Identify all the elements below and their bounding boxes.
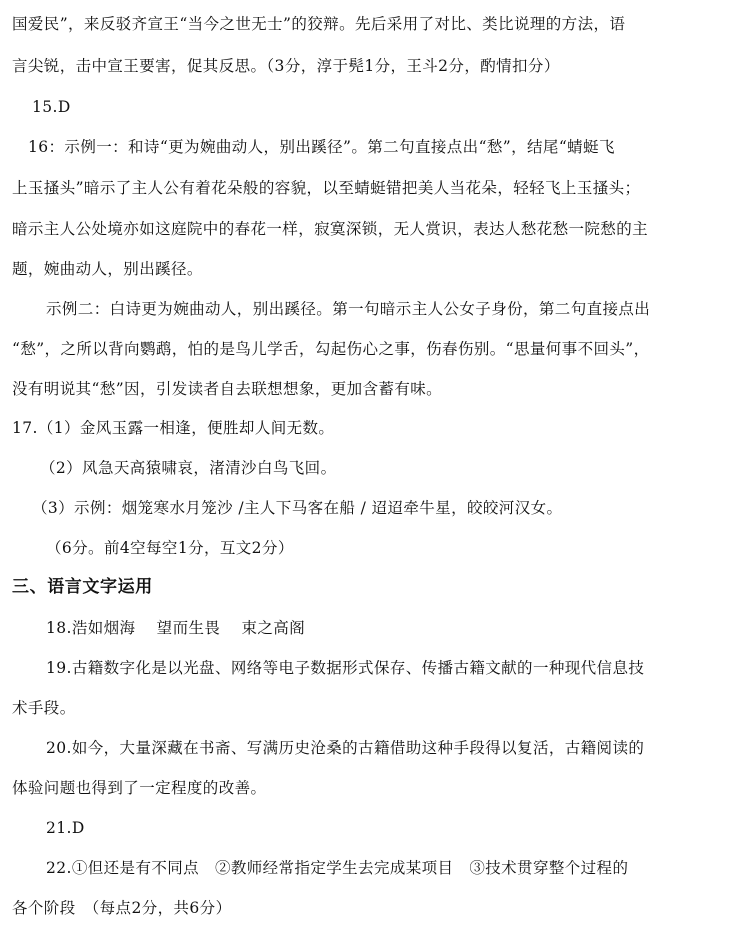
answer-20-cont: 体验问题也得到了一定程度的改善。 [12, 779, 267, 797]
text-line-7: 题，婉曲动人，别出蹊径。 [12, 260, 203, 278]
answer-18: 18.浩如烟海 望而生畏 束之高阁 [46, 619, 306, 637]
answer-17-1: 17.（1）金风玉露一相逢，便胜却人间无数。 [12, 419, 335, 437]
text-line-9: “愁”，之所以背向鹦鹉，怕的是鸟儿学舌，勾起伤心之事，伤春伤别。“思量何事不回头”， [12, 340, 650, 358]
answer-20: 20.如今，大量深藏在书斋、写满历史沧桑的古籍借助这种手段得以复活，古籍阅读的 [46, 739, 645, 757]
scoring-note: （6分。前4空每空1分，互文2分） [46, 539, 294, 557]
text-line-2: 言尖锐，击中宣王要害，促其反思。（3分，淳于髡1分，王斗2分，酌情扣分） [12, 57, 560, 75]
text-line-10: 没有明说其“愁”因，引发读者自去联想想象，更加含蓄有味。 [12, 380, 443, 398]
answer-19: 19.古籍数字化是以光盘、网络等电子数据形式保存、传播古籍文献的一种现代信息技 [46, 659, 645, 677]
section-heading: 三、语言文字运用 [12, 577, 153, 597]
answer-22-cont: 各个阶段 （每点2分，共6分） [12, 899, 232, 917]
answer-17-2: （2）风急天高猿啸哀，渚清沙白鸟飞回。 [40, 459, 337, 477]
answer-17-3: （3）示例：烟笼寒水月笼沙 /主人下马客在船 / 迢迢牵牛星，皎皎河汉女。 [32, 499, 563, 517]
text-line-5: 上玉搔头”暗示了主人公有着花朵般的容貌，以至蜻蜓错把美人当花朵，轻轻飞上玉搔头； [12, 179, 641, 197]
answer-15: 15.D [32, 98, 71, 116]
text-line-8: 示例二：白诗更为婉曲动人，别出蹊径。第一句暗示主人公女子身份，第二句直接点出 [46, 300, 651, 318]
text-line-1: 国爱民”，来反驳齐宣王“当今之世无士”的狡辩。先后采用了对比、类比说理的方法，语 [12, 15, 626, 33]
text-line-6: 暗示主人公处境亦如这庭院中的春花一样，寂寞深锁，无人赏识，表达人愁花愁一院愁的主 [12, 220, 649, 238]
answer-22: 22.①但还是有不同点 ②教师经常指定学生去完成某项目 ③技术贯穿整个过程的 [46, 859, 629, 877]
answer-19-cont: 术手段。 [12, 699, 76, 717]
text-line-4: 16：示例一：和诗“更为婉曲动人，别出蹊径”。第二句直接点出“愁”，结尾“蜻蜓飞 [28, 138, 615, 156]
answer-21: 21.D [46, 819, 85, 837]
